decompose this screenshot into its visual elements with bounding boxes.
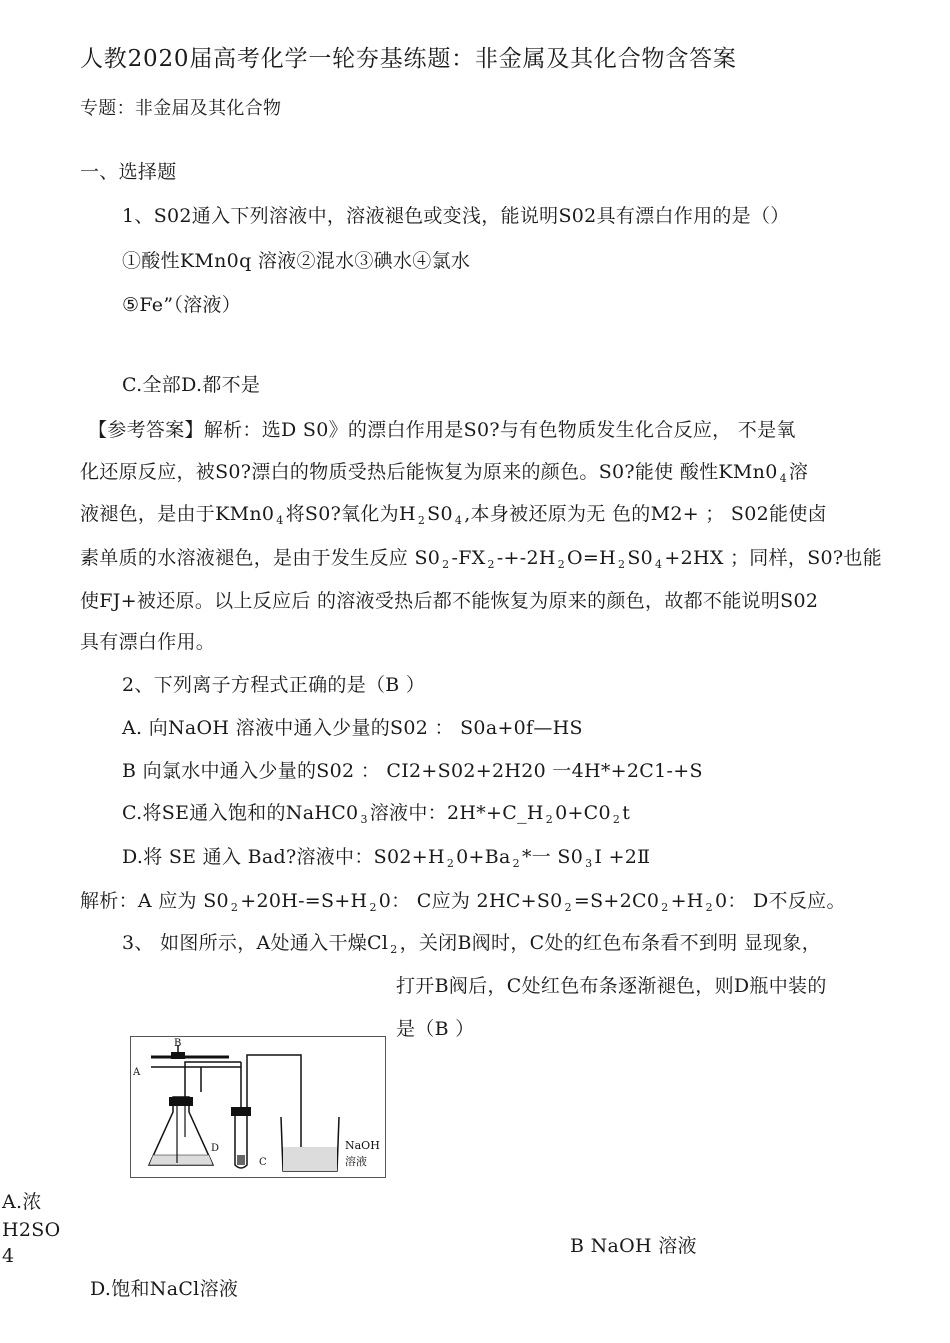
cloth-strip xyxy=(237,1155,245,1165)
q3-option-a-line1: A.浓 xyxy=(2,1191,42,1213)
q2-option-d: D.将 SE 通入 Bad?溶液中：S02+H $_2$ 0+Ba $_2$ *一 S0 $_3$ I +2Ⅱ xyxy=(122,846,651,870)
q3-option-d: D.饱和NaCl溶液 xyxy=(90,1278,239,1300)
apparatus-diagram xyxy=(130,1036,386,1178)
q3-option-b: B NaOH 溶液 xyxy=(570,1235,697,1257)
q1-options-line2: ⑤Fe”（溶液） xyxy=(122,294,242,316)
label-naoh: NaOH xyxy=(345,1139,380,1152)
q1-answer-line4: 素单质的水溶液褪色，是由于发生反应 S0 $_2$ -FX $_2$ -+-2H $_2$ O=H $_2$ S0 $_4$ +2HX ；同样，S0?也能 xyxy=(80,547,882,571)
q3-option-a-line2: H2SO xyxy=(2,1219,61,1241)
q2-option-a: A. 向NaOH 溶液中通入少量的S02 ： S0a+0f—HS xyxy=(122,717,583,739)
liquid-d xyxy=(149,1155,213,1165)
page-title: 人教2020届高考化学一轮夯基练题：非金属及其化合物含答案 xyxy=(80,46,737,72)
q3-stem-line1: 3、 如图所示，A处通入干燥Cl $_2$ ，关闭B阀时，C处的红色布条看不到明 显现象， xyxy=(122,932,822,956)
q2-stem: 2、下列离子方程式正确的是（B ） xyxy=(122,674,426,696)
q1-choice-c-d: C.全部D.都不是 xyxy=(122,374,261,396)
q2-explanation: 解析：A 应为 S0 $_2$ +20H-=S+H $_2$ 0： C应为 2HC+S0 $_2$ =S+2C0 $_2$ +H $_2$ 0： D不反应。 xyxy=(80,890,846,914)
label-solution: 溶液 xyxy=(345,1155,367,1168)
q3-stem-line3: 是（B ） xyxy=(396,1018,475,1040)
q1-options-line1: ①酸性KMn0q 溶液②混水③碘水④氯水 xyxy=(122,250,471,272)
q1-answer-line3: 液褪色，是由于KMn0 $_4$ 将S0?氧化为H $_2$ S0 $_4$ ,本身被还原为无 色的M2+ ； S02能使卤 xyxy=(80,503,827,527)
q2-option-b: B 向氯水中通入少量的S02 ： CI2+S02+2H20 一4H*+2C1-+S xyxy=(122,760,703,782)
q3-option-a-line3: 4 xyxy=(2,1245,15,1267)
q3-stem-line2: 打开B阀后，C处红色布条逐渐褪色，则D瓶中装的 xyxy=(396,975,827,997)
q2-option-c: C.将SE通入饱和的NaHC0 $_3$ 溶液中：2H*+C_H $_2$ 0+C0 $_2$ t xyxy=(122,802,631,826)
q1-answer-line6: 具有漂白作用。 xyxy=(80,631,216,653)
label-c: C xyxy=(259,1157,267,1168)
stopper xyxy=(169,1097,193,1106)
q1-answer-line2: 化还原反应，被S0?漂白的物质受热后能恢复为原来的颜色。S0?能使 酸性KMn0 $_4$ 溶 xyxy=(80,461,809,485)
q1-answer-line1: 【参考答案】解析：选D S0》的漂白作用是S0?与有色物质发生化合反应， 不是氧 xyxy=(88,419,796,441)
label-d: D xyxy=(211,1143,220,1154)
label-a: A xyxy=(133,1067,141,1078)
label-b: B xyxy=(174,1038,182,1049)
section-heading: 一、选择题 xyxy=(80,161,177,183)
topic-line: 专题：非金届及其化合物 xyxy=(80,98,282,119)
valve-b xyxy=(171,1052,185,1059)
beaker-liquid xyxy=(283,1147,337,1171)
q1-answer-line5: 使FJ+被还原。以上反应后 的溶液受热后都不能恢复为原来的颜色，故都不能说明S02 xyxy=(80,590,819,612)
q1-stem: 1、S02通入下列溶液中，溶液褪色或变浅，能说明S02具有漂白作用的是（） xyxy=(122,205,790,227)
